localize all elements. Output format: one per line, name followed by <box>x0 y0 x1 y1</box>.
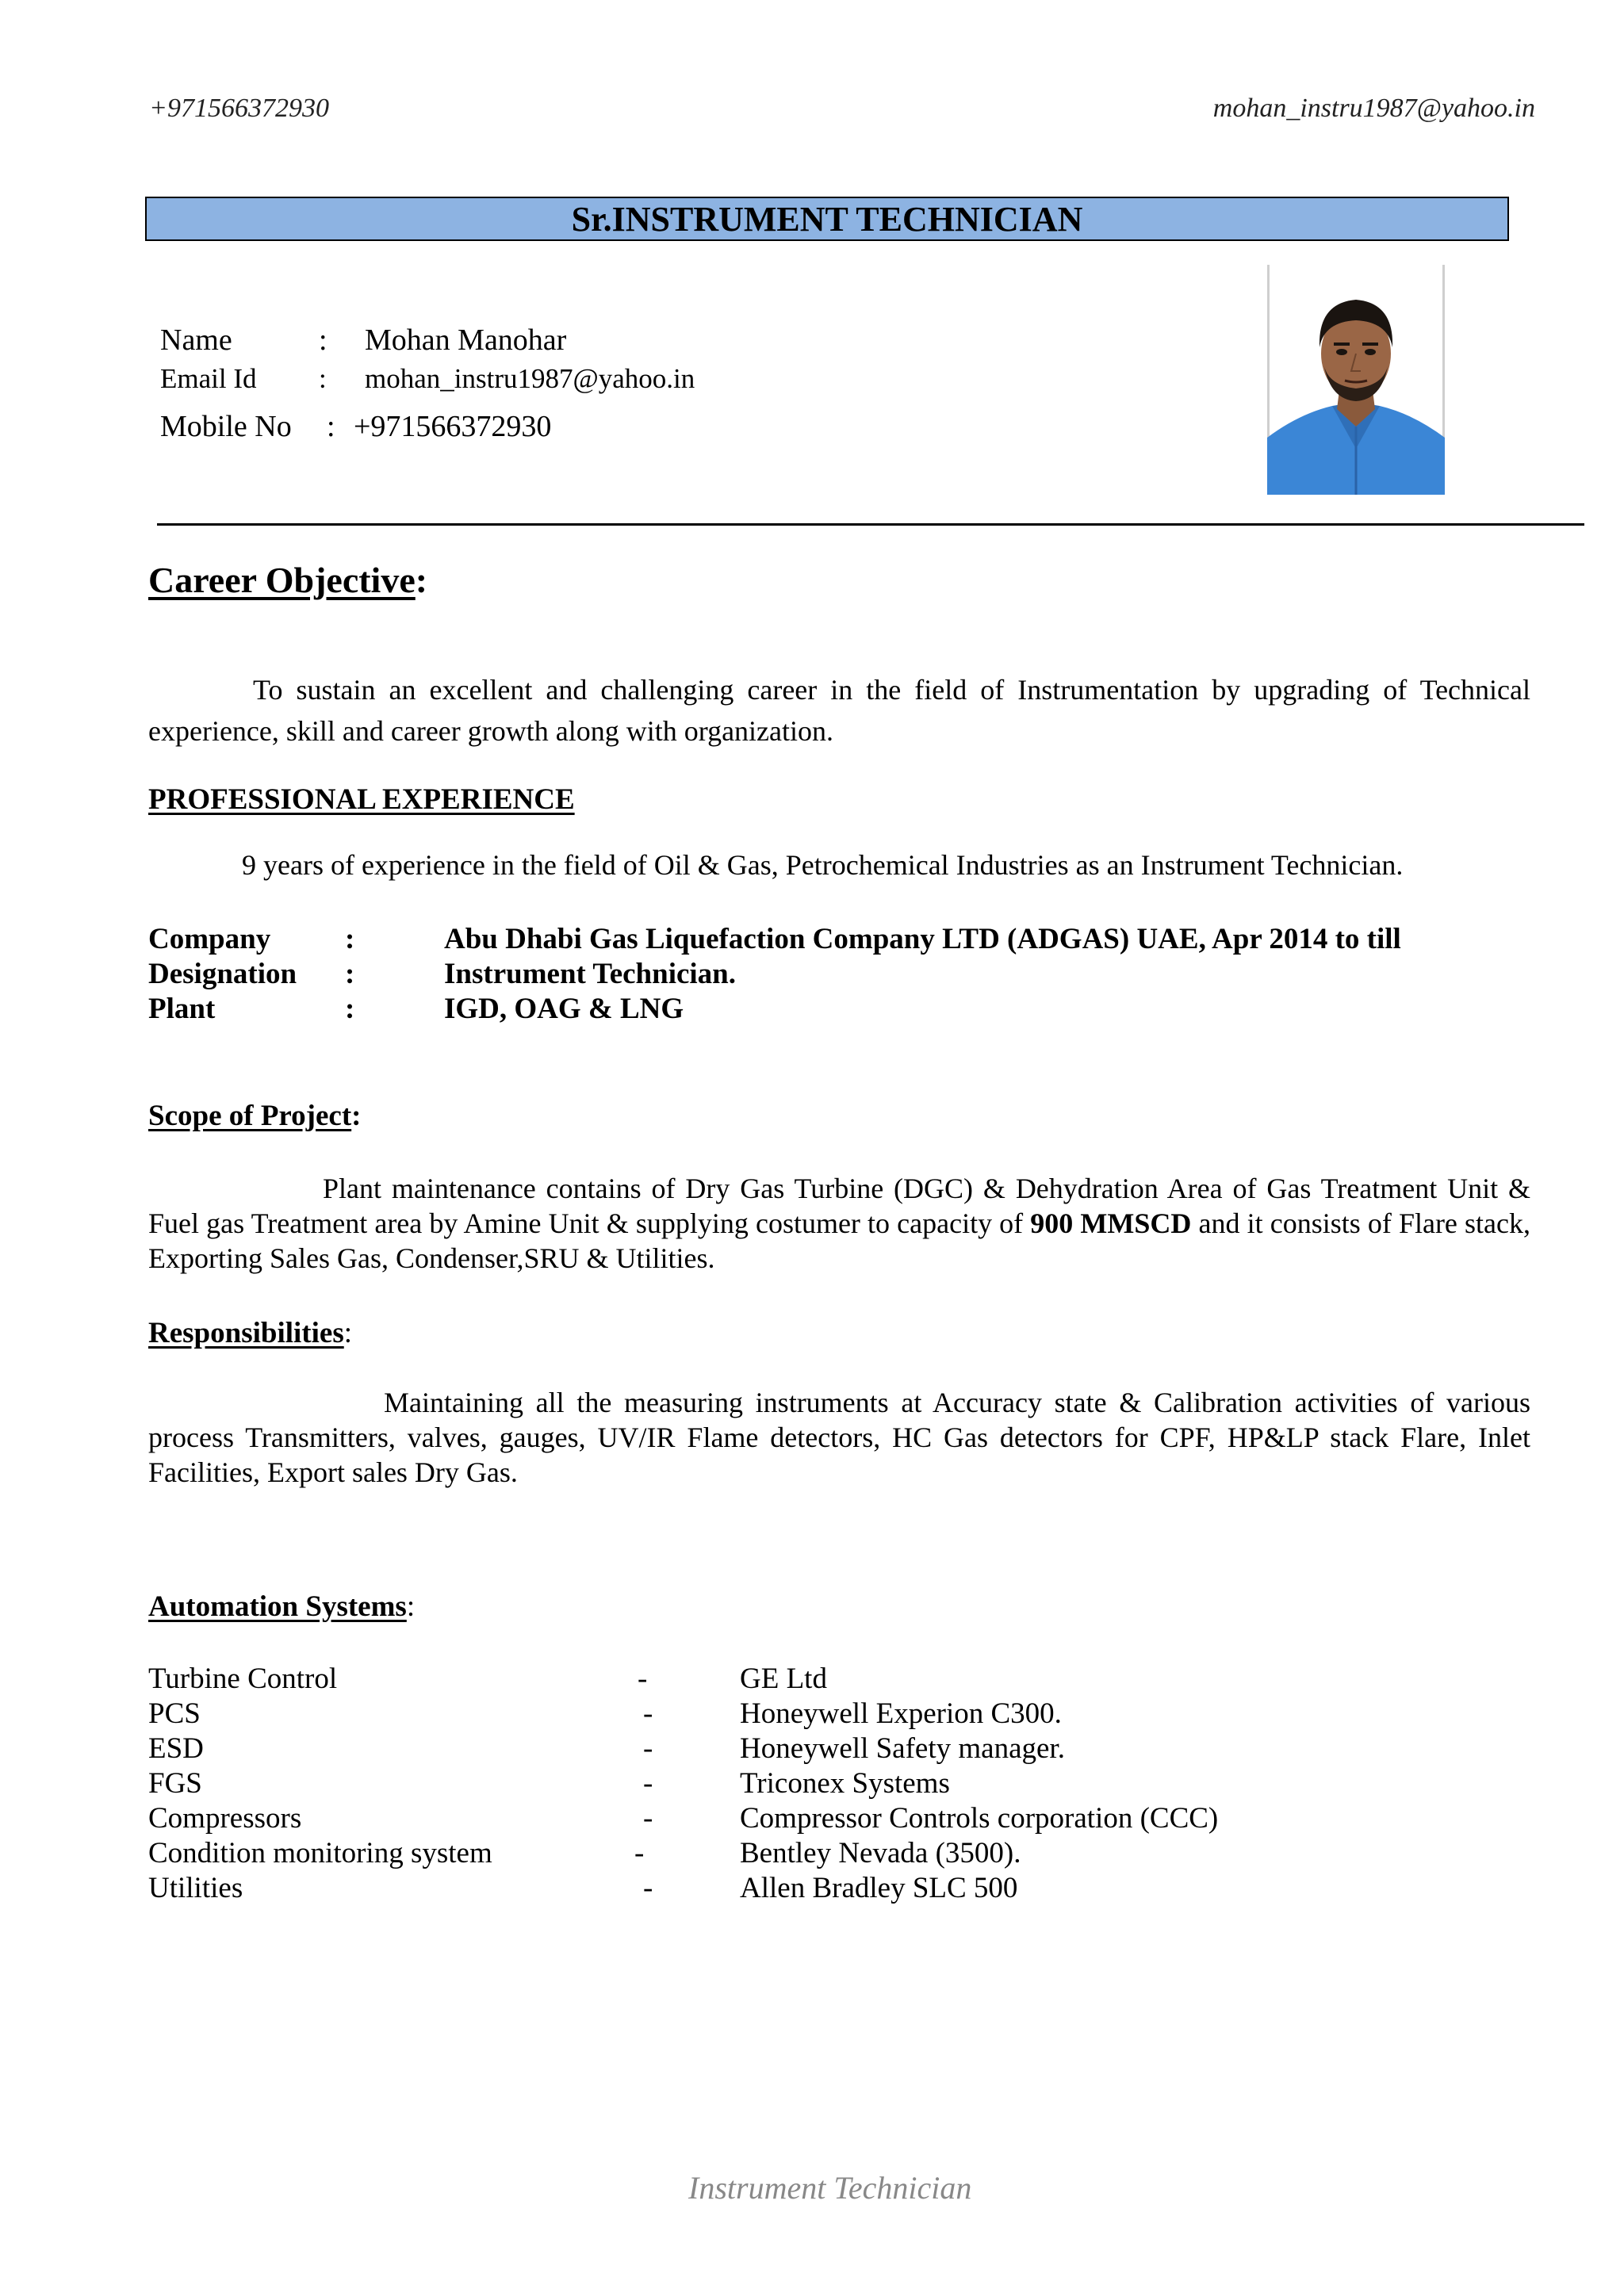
automation-vendor: Honeywell Safety manager. <box>740 1732 1065 1765</box>
mobile-value: +971566372930 <box>354 410 552 443</box>
email-label: Email Id <box>160 363 257 394</box>
automation-dash: - <box>643 1767 653 1800</box>
mobile-colon: : <box>327 410 335 443</box>
name-row <box>160 323 567 358</box>
automation-row <box>148 1766 950 1800</box>
automation-dash: - <box>634 1837 645 1869</box>
plant-label: Plant <box>148 993 216 1025</box>
scope-capacity: 900 MMSCD <box>1030 1207 1192 1239</box>
company-value: Abu Dhabi Gas Liquefaction Company LTD (ADGAS) UAE, Apr 2014 to till <box>444 923 1401 955</box>
automation-vendor: Bentley Nevada (3500). <box>740 1837 1021 1869</box>
automation-system: Turbine Control <box>148 1663 338 1695</box>
responsibilities-heading <box>148 1316 352 1350</box>
plant-colon: : <box>345 993 355 1025</box>
responsibilities-heading-text: Responsibilities <box>148 1317 344 1349</box>
automation-vendor: Honeywell Experion C300. <box>740 1697 1062 1730</box>
profile-photo <box>1267 265 1445 495</box>
scope-text-part1: Plant maintenance contains of Dry Gas Turbine (DGC) & Dehydration Area of Gas Treatment Unit & Fuel gas Treatment area by Amine Unit & supplying costumer to capacity of <box>148 1173 1530 1239</box>
scope-text <box>148 1171 1530 1276</box>
automation-row <box>148 1836 1021 1870</box>
mobile-row <box>160 409 552 444</box>
automation-dash: - <box>638 1663 648 1695</box>
automation-system: FGS <box>148 1767 202 1800</box>
scope-text-part2: and it consists of Flare stack, Exporting Sales Gas, Condenser,SRU & Utilities. <box>148 1207 1530 1274</box>
header-email: mohan_instru1987@yahoo.in <box>1212 94 1535 123</box>
responsibilities-text: Maintaining all the measuring instruments at Accuracy state & Calibration activities of various process Transmitters, valves, gauges, UV/IR Flame detectors, HC Gas detectors for CPF, HP&LP stack Flare, Inlet Facilities, Export sales Dry Gas. <box>148 1387 1530 1488</box>
automation-row <box>148 1871 1018 1905</box>
automation-system: PCS <box>148 1697 201 1730</box>
email-row <box>160 363 695 395</box>
experience-summary: 9 years of experience in the field of Oil & Gas, Petrochemical Industries as an Instrument Technician. <box>242 849 1404 881</box>
automation-dash: - <box>643 1697 653 1730</box>
career-objective-heading-colon: : <box>415 560 428 600</box>
automation-dash: - <box>643 1872 653 1904</box>
resume-title: Sr.INSTRUMENT TECHNICIAN <box>145 197 1509 241</box>
professional-experience-heading-text: PROFESSIONAL EXPERIENCE <box>148 783 575 816</box>
designation-label: Designation <box>148 958 297 990</box>
scope-heading-text: Scope of Project <box>148 1100 352 1132</box>
scope-heading <box>148 1099 362 1133</box>
responsibilities-heading-colon: : <box>343 1317 352 1349</box>
automation-vendor: GE Ltd <box>740 1663 827 1695</box>
company-label: Company <box>148 923 271 955</box>
automation-system: ESD <box>148 1732 204 1765</box>
automation-system: Compressors <box>148 1802 302 1835</box>
designation-row <box>148 957 737 991</box>
name-colon: : <box>319 323 327 357</box>
scope-heading-colon: : <box>351 1100 362 1132</box>
email-colon: : <box>319 363 327 394</box>
automation-row <box>148 1732 1065 1766</box>
mobile-label: Mobile No <box>160 410 292 443</box>
career-objective-heading-text: Career Objective <box>148 560 416 600</box>
automation-system: Utilities <box>148 1872 243 1904</box>
automation-row <box>148 1801 1219 1835</box>
company-colon: : <box>345 923 355 955</box>
automation-dash: - <box>643 1732 653 1765</box>
automation-heading <box>148 1590 415 1624</box>
email-value: mohan_instru1987@yahoo.in <box>365 363 695 394</box>
automation-row <box>148 1697 1062 1731</box>
section-divider <box>157 523 1584 526</box>
career-objective-text: To sustain an excellent and challenging career in the field of Instrumentation by upgrading of Technical experience, skill and career growth along with organization. <box>148 674 1530 747</box>
plant-row <box>148 992 684 1026</box>
designation-value: Instrument Technician. <box>444 958 737 990</box>
automation-system: Condition monitoring system <box>148 1837 492 1869</box>
plant-value: IGD, OAG & LNG <box>444 993 684 1025</box>
automation-heading-colon: : <box>406 1590 416 1623</box>
page-footer: Instrument Technician <box>688 2170 972 2206</box>
automation-vendor: Allen Bradley SLC 500 <box>740 1872 1018 1904</box>
automation-dash: - <box>643 1802 653 1835</box>
automation-heading-text: Automation Systems <box>148 1590 407 1623</box>
header-phone: +971566372930 <box>149 94 329 123</box>
professional-experience-heading <box>148 783 575 817</box>
company-row <box>148 922 1401 956</box>
automation-vendor: Compressor Controls corporation (CCC) <box>740 1802 1219 1835</box>
automation-vendor: Triconex Systems <box>740 1767 950 1800</box>
career-objective-heading <box>148 559 427 601</box>
name-label: Name <box>160 323 232 357</box>
automation-row <box>148 1662 827 1696</box>
designation-colon: : <box>345 958 355 990</box>
name-value: Mohan Manohar <box>365 323 567 357</box>
